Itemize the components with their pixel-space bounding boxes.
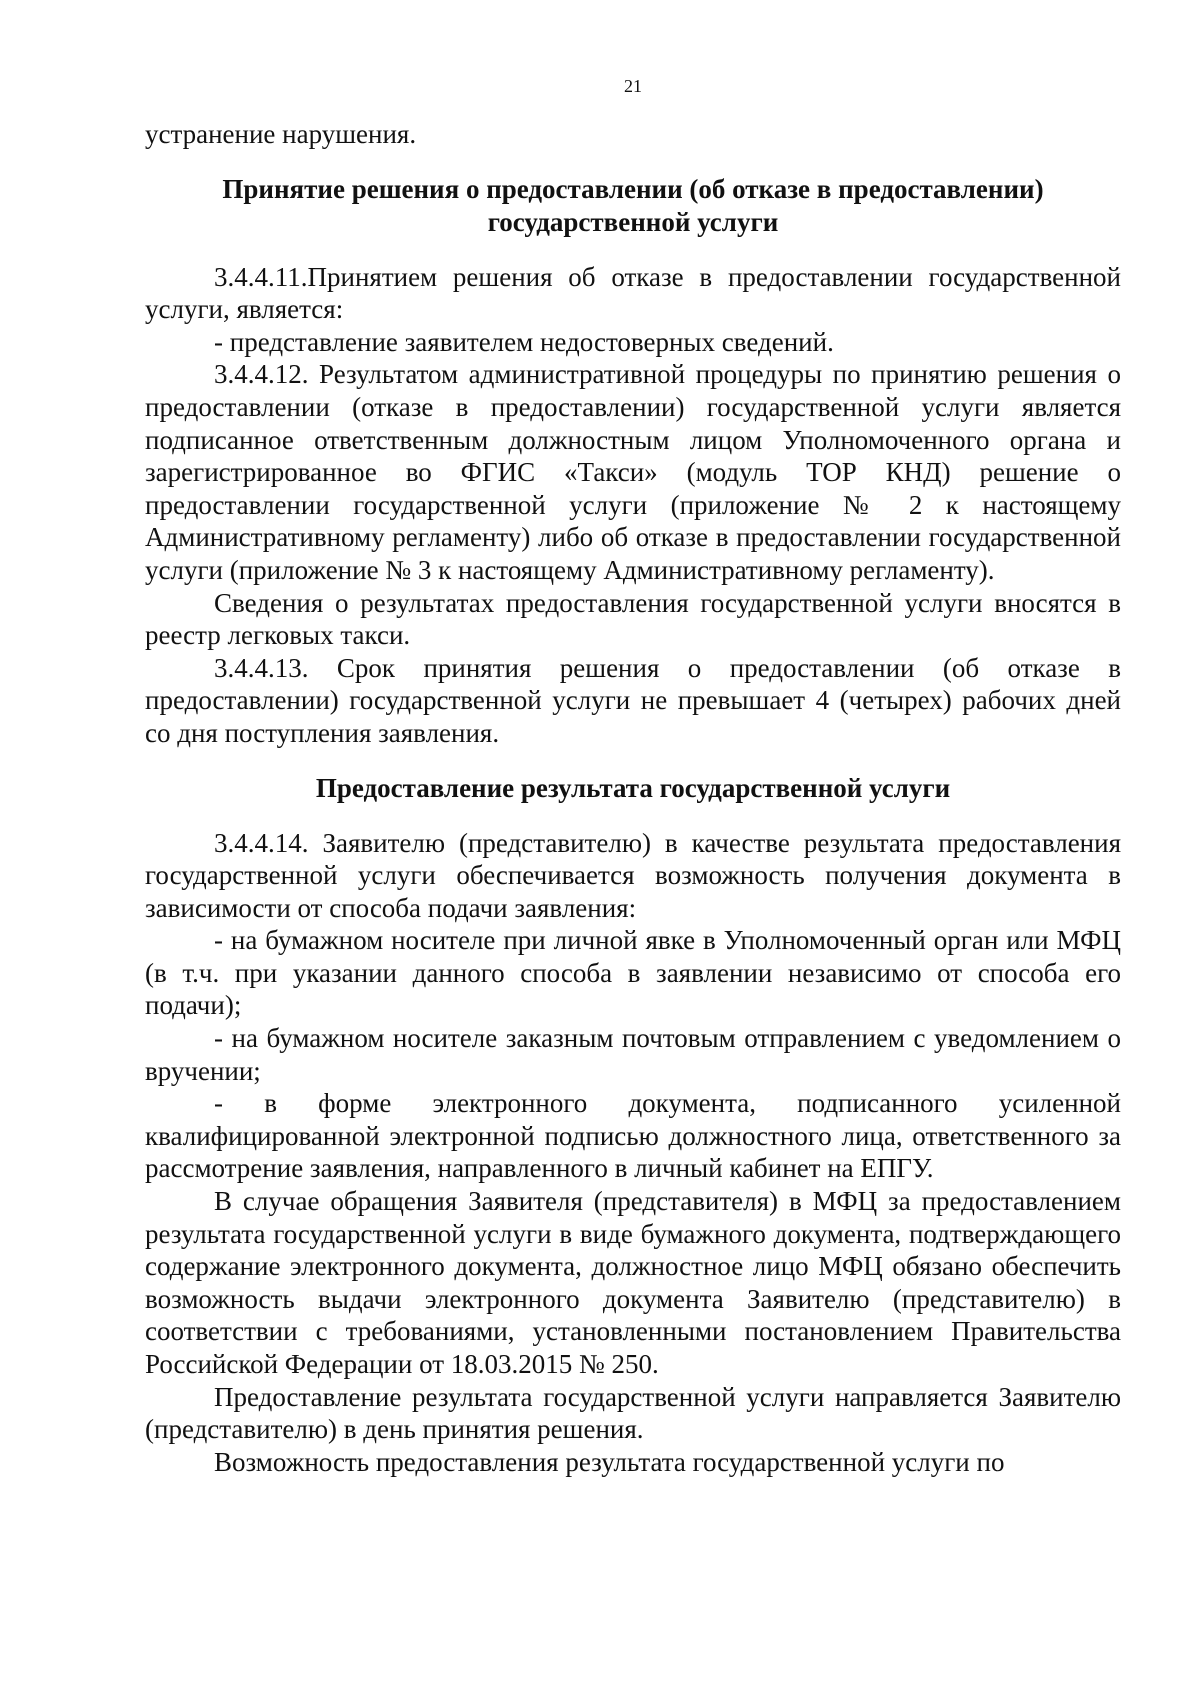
list-item-paper-mail: - на бумажном носителе заказным почтовым отправлением с уведомлением о вручении; — [145, 1023, 1121, 1086]
section-heading-decision-line1: Принятие решения о предоставлении (об отказе в предоставлении) — [222, 173, 1044, 204]
section-heading-decision — [145, 173, 1121, 239]
intro-line: устранение нарушения. — [145, 119, 417, 149]
document-page — [145, 0, 1121, 1698]
paragraph-result-delivery: Предоставление результата государственной услуги направляется Заявителю (представителю) в день принятия решения. — [145, 1381, 1121, 1445]
page-number: 21 — [624, 76, 642, 96]
paragraph-3-4-4-14: 3.4.4.14. Заявителю (представителю) в качестве результата предоставления государственной услуги обеспечивается возможность получения документа в зависимости от способа подачи заявления: — [145, 827, 1121, 923]
paragraph-3-4-4-11: 3.4.4.11.Принятием решения об отказе в предоставлении государственной услуги, является: — [145, 261, 1121, 325]
list-item-electronic: - в форме электронного документа, подписанного усиленной квалифицированной электронной подписью должностного лица, ответственного за рассмотрение заявления, направленного в личный кабинет на ЕПГУ. — [145, 1088, 1121, 1184]
paragraph-result-possibility: Возможность предоставления результата государственной услуги по — [214, 1446, 1005, 1477]
list-item-false-info: - представление заявителем недостоверных сведений. — [214, 326, 834, 357]
paragraph-3-4-4-12: 3.4.4.12. Результатом административной процедуры по принятию решения о предоставлении (отказе в предоставлении) государственной услуги является подписанное ответственным должностным лицом Уполномоченного органа и зарегистрированное во ФГИС «Такси» (модуль ТОР КНД) решение о предоставлении государственной услуги (приложение № 2 к настоящему Административному регламенту) либо об отказе в предоставлении государственной услуги (приложение № 3 к настоящему Административному регламенту). — [145, 359, 1121, 585]
paragraph-mfc-case: В случае обращения Заявителя (представителя) в МФЦ за предоставлением результата государственной услуги в виде бумажного документа, подтверждающего содержание электронного документа, должностное лицо МФЦ обязано обеспечить возможность выдачи электронного документа Заявителю (представителю) в соответствии с требованиями, установленными постановлением Правительства Российской Федерации от 18.03.2015 № 250. — [145, 1186, 1121, 1379]
paragraph-3-4-4-13: 3.4.4.13. Срок принятия решения о предоставлении (об отказе в предоставлении) государственной услуги не превышает 4 (четырех) рабочих дней со дня поступления заявления. — [145, 652, 1121, 748]
section-heading-decision-line2: государственной услуги — [487, 206, 779, 237]
section-heading-result: Предоставление результата государственной услуги — [315, 772, 951, 803]
paragraph-registry-info: Сведения о результатах предоставления государственной услуги вносятся в реестр легковых такси. — [145, 587, 1121, 651]
document-body — [145, 118, 1121, 1478]
list-item-paper-in-person: - на бумажном носителе при личной явке в Уполномоченный орган или МФЦ (в т.ч. при указании данного способа в заявлении независимо от способа его подачи); — [145, 925, 1121, 1021]
